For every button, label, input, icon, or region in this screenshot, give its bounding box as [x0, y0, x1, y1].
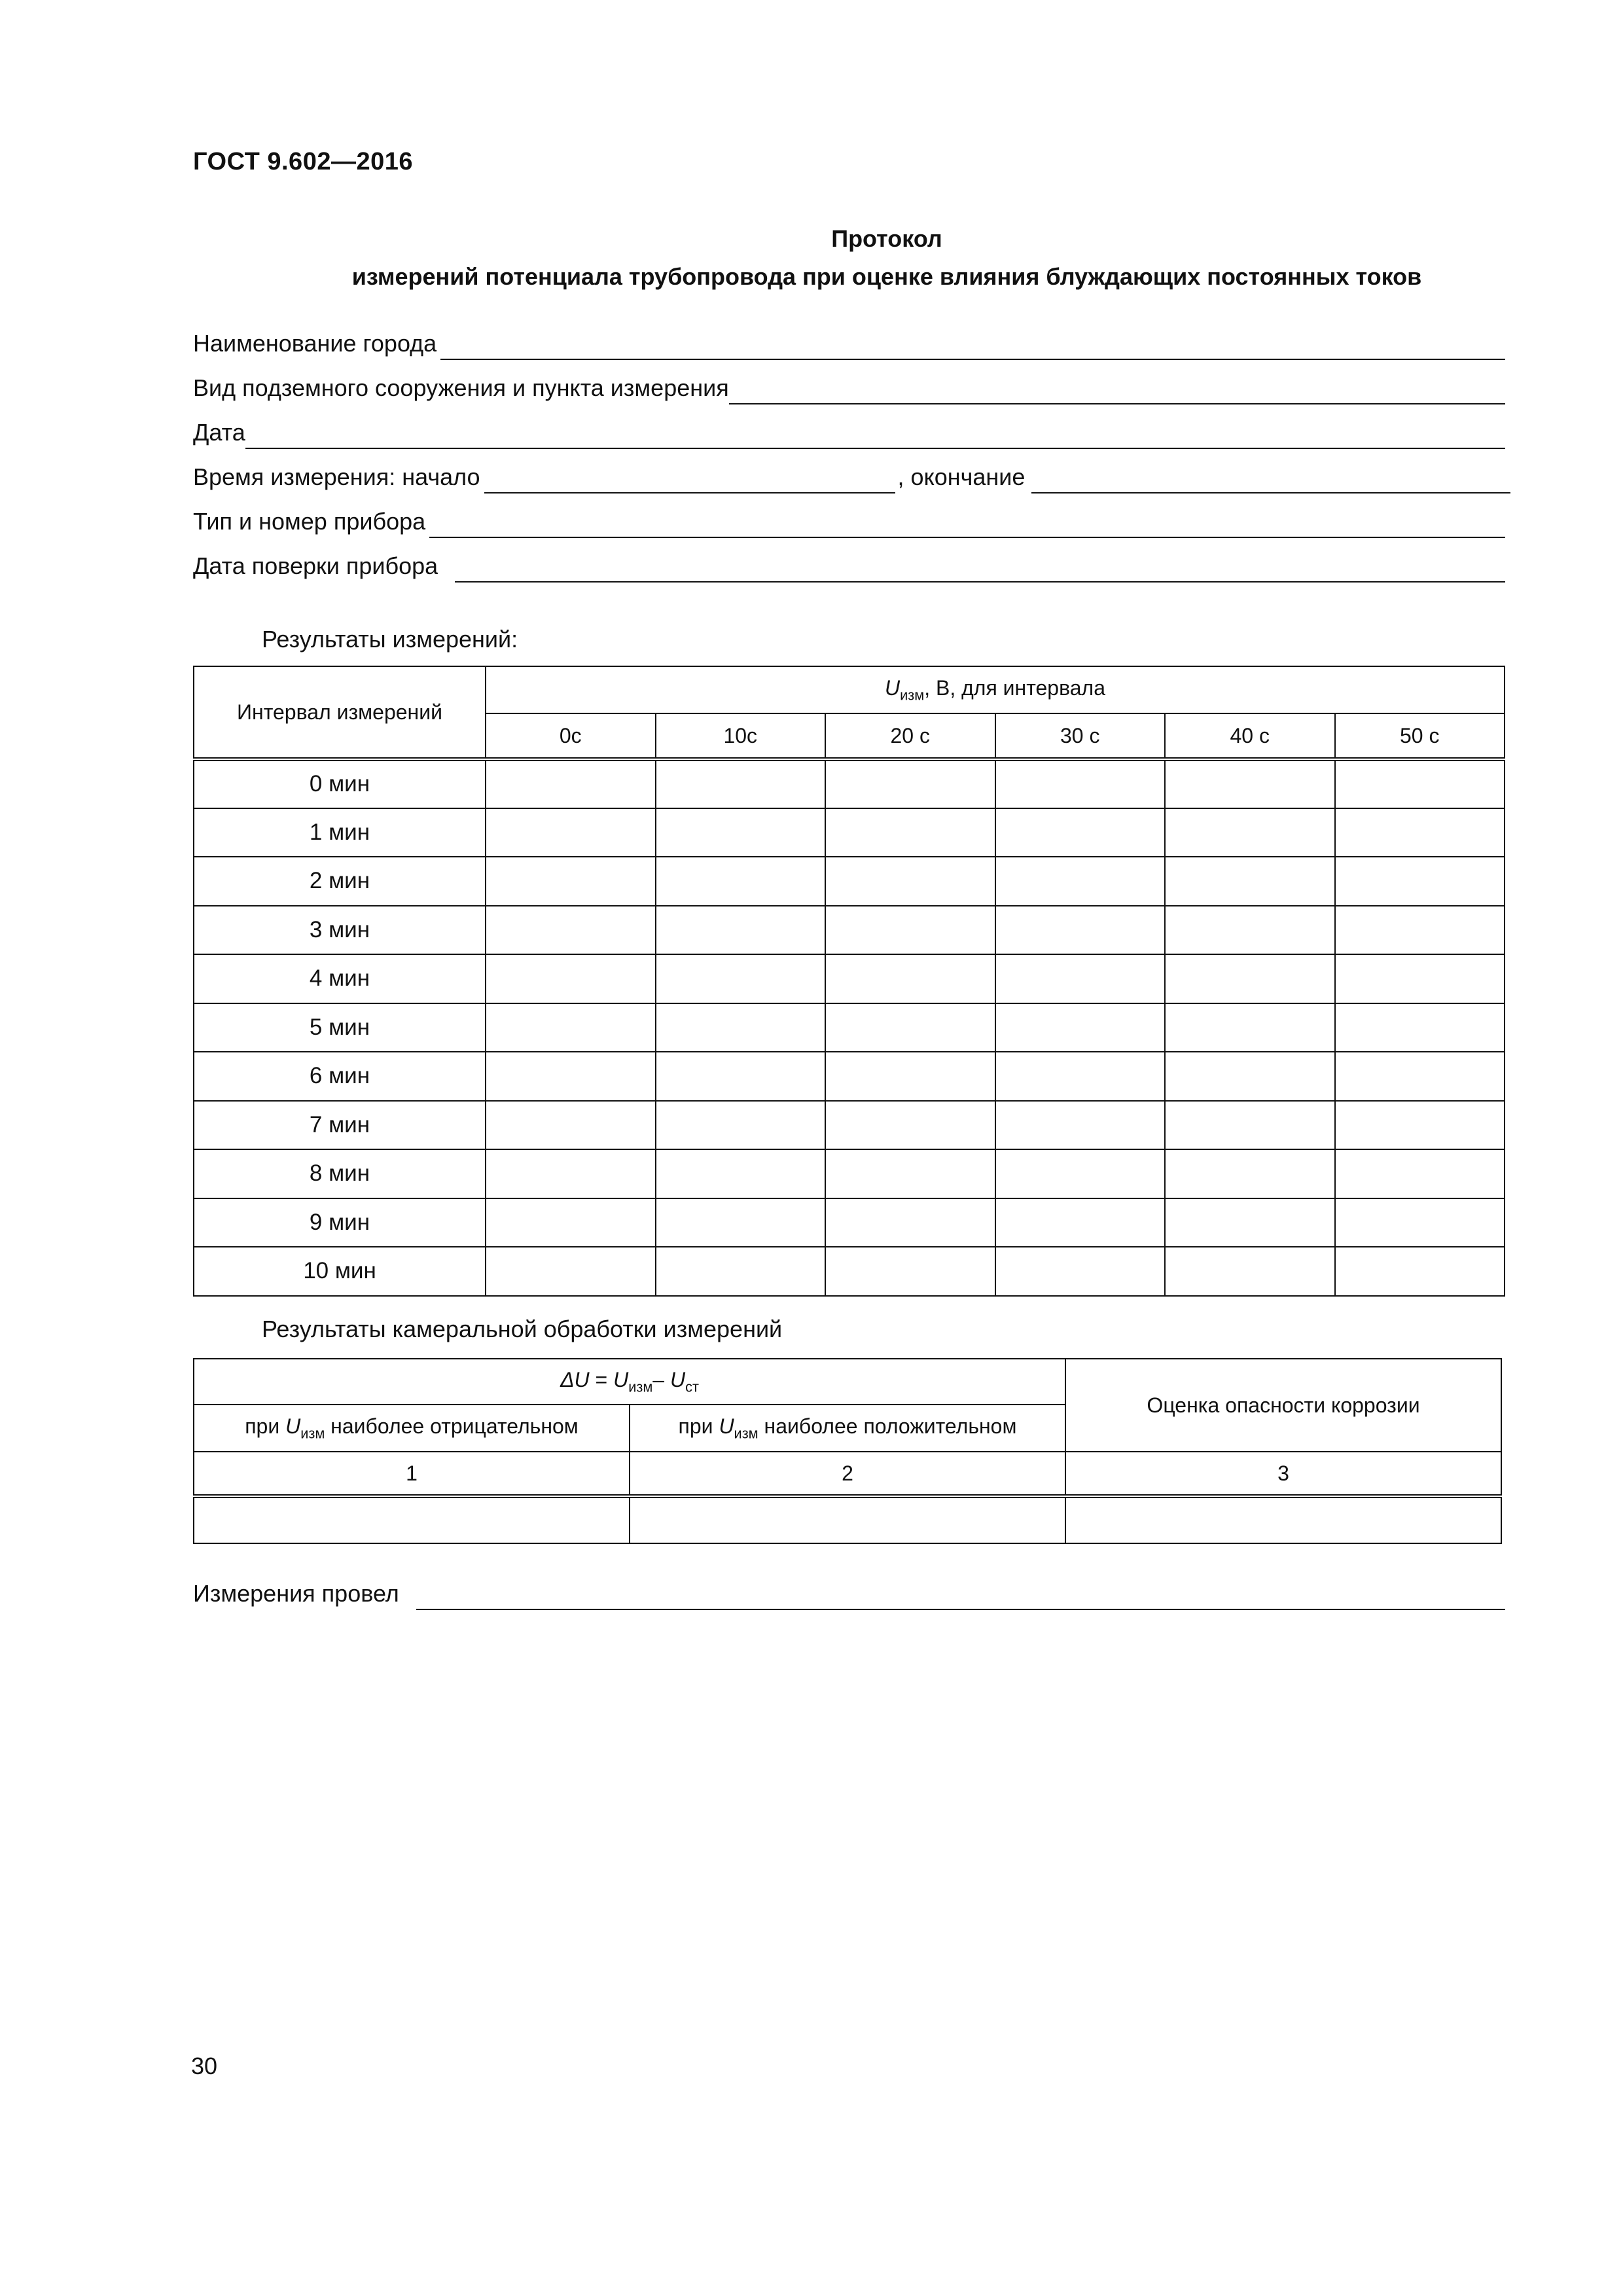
measurement-cell[interactable]: [825, 1149, 995, 1198]
measurement-cell[interactable]: [825, 1247, 995, 1296]
delta-u-formula: $\Delta U = U_{изм}-$ $U_{ст}$: [194, 1359, 1065, 1405]
interval-row-label: 4 мин: [194, 954, 486, 1003]
measurements-table: [193, 666, 1505, 1297]
measurement-cell[interactable]: [825, 1198, 995, 1247]
processing-table: [193, 1358, 1502, 1544]
measurement-cell[interactable]: [1335, 1247, 1505, 1296]
structure-field: [193, 372, 1505, 404]
city-field: [193, 327, 1505, 360]
measurement-cell[interactable]: [1335, 1052, 1505, 1101]
page-number: 30: [191, 2053, 218, 2079]
measurement-cell[interactable]: [995, 954, 1166, 1003]
measurement-cell[interactable]: [656, 1003, 826, 1052]
measurement-cell[interactable]: [1165, 808, 1335, 857]
u-header: $U_{изм}$, В, для интервала: [486, 666, 1505, 713]
protocol-subtitle: измерений потенциала трубопровода при оценке влияния блуждающих постоянных токов: [351, 263, 1422, 290]
measurement-cell[interactable]: [1335, 808, 1505, 857]
result-cell[interactable]: [630, 1496, 1065, 1543]
date-blank[interactable]: [245, 422, 1505, 449]
table-row: [194, 1247, 1505, 1296]
measurement-cell[interactable]: [486, 906, 656, 955]
table-row: [194, 1198, 1505, 1247]
measurement-cell[interactable]: [1335, 1198, 1505, 1247]
measurement-cell[interactable]: [486, 954, 656, 1003]
column-number: 2: [630, 1452, 1065, 1496]
interval-column-header: 0с: [486, 713, 656, 759]
interval-header: Интервал измерений: [194, 666, 486, 759]
measurement-cell[interactable]: [825, 759, 995, 808]
table-row: [194, 808, 1505, 857]
date-field: [193, 416, 1505, 449]
measurement-cell[interactable]: [486, 1101, 656, 1150]
measurement-cell[interactable]: [656, 759, 826, 808]
measurement-cell[interactable]: [825, 808, 995, 857]
measurement-cell[interactable]: [1165, 1198, 1335, 1247]
measurement-cell[interactable]: [995, 1101, 1166, 1150]
table-row: [194, 1149, 1505, 1198]
time-field: [193, 461, 1510, 493]
device-label: Тип и номер прибора: [193, 508, 426, 535]
table-row: [194, 906, 1505, 955]
interval-row-label: 6 мин: [194, 1052, 486, 1101]
measurement-cell[interactable]: [1165, 1101, 1335, 1150]
table-row: [194, 1101, 1505, 1150]
result-cell[interactable]: [194, 1496, 630, 1543]
measurement-cell[interactable]: [1165, 857, 1335, 906]
interval-row-label: 0 мин: [194, 759, 486, 808]
protocol-title: Протокол: [831, 225, 942, 252]
interval-column-header: 50 с: [1335, 713, 1505, 759]
measurement-cell[interactable]: [656, 1247, 826, 1296]
measurement-cell[interactable]: [656, 1149, 826, 1198]
measurement-cell[interactable]: [486, 857, 656, 906]
measurement-cell[interactable]: [995, 857, 1166, 906]
measurement-cell[interactable]: [825, 1101, 995, 1150]
measurement-cell[interactable]: [486, 1149, 656, 1198]
measurement-cell[interactable]: [1165, 1052, 1335, 1101]
measurement-cell[interactable]: [486, 1198, 656, 1247]
measurement-cell[interactable]: [825, 857, 995, 906]
interval-row-label: 10 мин: [194, 1247, 486, 1296]
structure-blank[interactable]: [729, 377, 1505, 404]
time-end-label: , окончание: [897, 463, 1026, 490]
column-number: 1: [194, 1452, 630, 1496]
measurement-cell[interactable]: [825, 1003, 995, 1052]
time-start-blank[interactable]: [484, 466, 895, 493]
verification-field: [193, 550, 1505, 583]
measurement-cell[interactable]: [486, 1003, 656, 1052]
device-field: [193, 505, 1505, 538]
measurement-cell[interactable]: [1335, 759, 1505, 808]
interval-row-label: 2 мин: [194, 857, 486, 906]
table-row: [194, 1052, 1505, 1101]
table-row: [194, 1003, 1505, 1052]
document-id: ГОСТ 9.602—2016: [193, 148, 413, 175]
structure-label: Вид подземного сооружения и пункта измерения: [193, 374, 729, 401]
measurement-cell[interactable]: [486, 759, 656, 808]
interval-row-label: 9 мин: [194, 1198, 486, 1247]
measurement-cell[interactable]: [656, 1052, 826, 1101]
verification-blank[interactable]: [455, 555, 1505, 583]
negative-header: при $U_{изм}$ наиболее отрицательном: [194, 1405, 630, 1452]
measurement-cell[interactable]: [656, 906, 826, 955]
interval-row-label: 5 мин: [194, 1003, 486, 1052]
interval-column-header: 20 с: [825, 713, 995, 759]
measurement-cell[interactable]: [1335, 954, 1505, 1003]
measurement-cell[interactable]: [486, 1052, 656, 1101]
performer-field: [193, 1577, 1505, 1610]
interval-row-label: 1 мин: [194, 808, 486, 857]
measurement-cell[interactable]: [656, 1198, 826, 1247]
measurement-cell[interactable]: [656, 1101, 826, 1150]
table-row: [194, 759, 1505, 808]
table-row: [194, 954, 1505, 1003]
measurement-cell[interactable]: [995, 1052, 1166, 1101]
performer-label: Измерения провел: [193, 1580, 399, 1607]
measurement-cell[interactable]: [995, 1247, 1166, 1296]
measurement-cell[interactable]: [825, 954, 995, 1003]
table-row: [194, 857, 1505, 906]
city-label: Наименование города: [193, 330, 437, 357]
measurement-cell[interactable]: [825, 906, 995, 955]
positive-header: при $U_{изм}$ наиболее положительном: [630, 1405, 1065, 1452]
interval-column-header: 10с: [656, 713, 826, 759]
measurement-cell[interactable]: [1335, 1003, 1505, 1052]
processing-caption: Результаты камеральной обработки измерений: [262, 1316, 783, 1342]
measurement-cell[interactable]: [1165, 1149, 1335, 1198]
interval-column-header: 40 с: [1165, 713, 1335, 759]
measurement-cell[interactable]: [656, 808, 826, 857]
measurement-cell[interactable]: [825, 1052, 995, 1101]
measurement-cell[interactable]: [1165, 1003, 1335, 1052]
interval-row-label: 7 мин: [194, 1101, 486, 1150]
measurement-cell[interactable]: [995, 906, 1166, 955]
performer-blank[interactable]: [416, 1583, 1505, 1610]
measurement-cell[interactable]: [995, 808, 1166, 857]
assessment-header: Оценка опасности коррозии: [1065, 1359, 1501, 1452]
measurements-caption: Результаты измерений:: [262, 626, 518, 653]
city-blank[interactable]: [440, 332, 1505, 360]
device-blank[interactable]: [429, 511, 1505, 538]
interval-column-header: 30 с: [995, 713, 1166, 759]
interval-row-label: 8 мин: [194, 1149, 486, 1198]
measurement-cell[interactable]: [995, 1003, 1166, 1052]
result-cell[interactable]: [1065, 1496, 1501, 1543]
time-start-label: Время измерения: начало: [193, 463, 480, 490]
measurement-cell[interactable]: [1335, 906, 1505, 955]
measurement-cell[interactable]: [486, 1247, 656, 1296]
time-end-blank[interactable]: [1031, 466, 1510, 493]
measurement-cell[interactable]: [656, 857, 826, 906]
measurement-cell[interactable]: [1165, 906, 1335, 955]
measurement-cell[interactable]: [1335, 857, 1505, 906]
interval-row-label: 3 мин: [194, 906, 486, 955]
measurement-cell[interactable]: [1165, 759, 1335, 808]
date-label: Дата: [193, 419, 245, 446]
column-number: 3: [1065, 1452, 1501, 1496]
measurement-cell[interactable]: [656, 954, 826, 1003]
measurement-cell[interactable]: [1335, 1149, 1505, 1198]
verification-label: Дата поверки прибора: [193, 552, 438, 579]
measurement-cell[interactable]: [995, 1149, 1166, 1198]
measurement-cell[interactable]: [1335, 1101, 1505, 1150]
measurement-cell[interactable]: [1165, 1247, 1335, 1296]
measurement-cell[interactable]: [1165, 954, 1335, 1003]
measurement-cell[interactable]: [995, 1198, 1166, 1247]
measurement-cell[interactable]: [486, 808, 656, 857]
measurement-cell[interactable]: [995, 759, 1166, 808]
